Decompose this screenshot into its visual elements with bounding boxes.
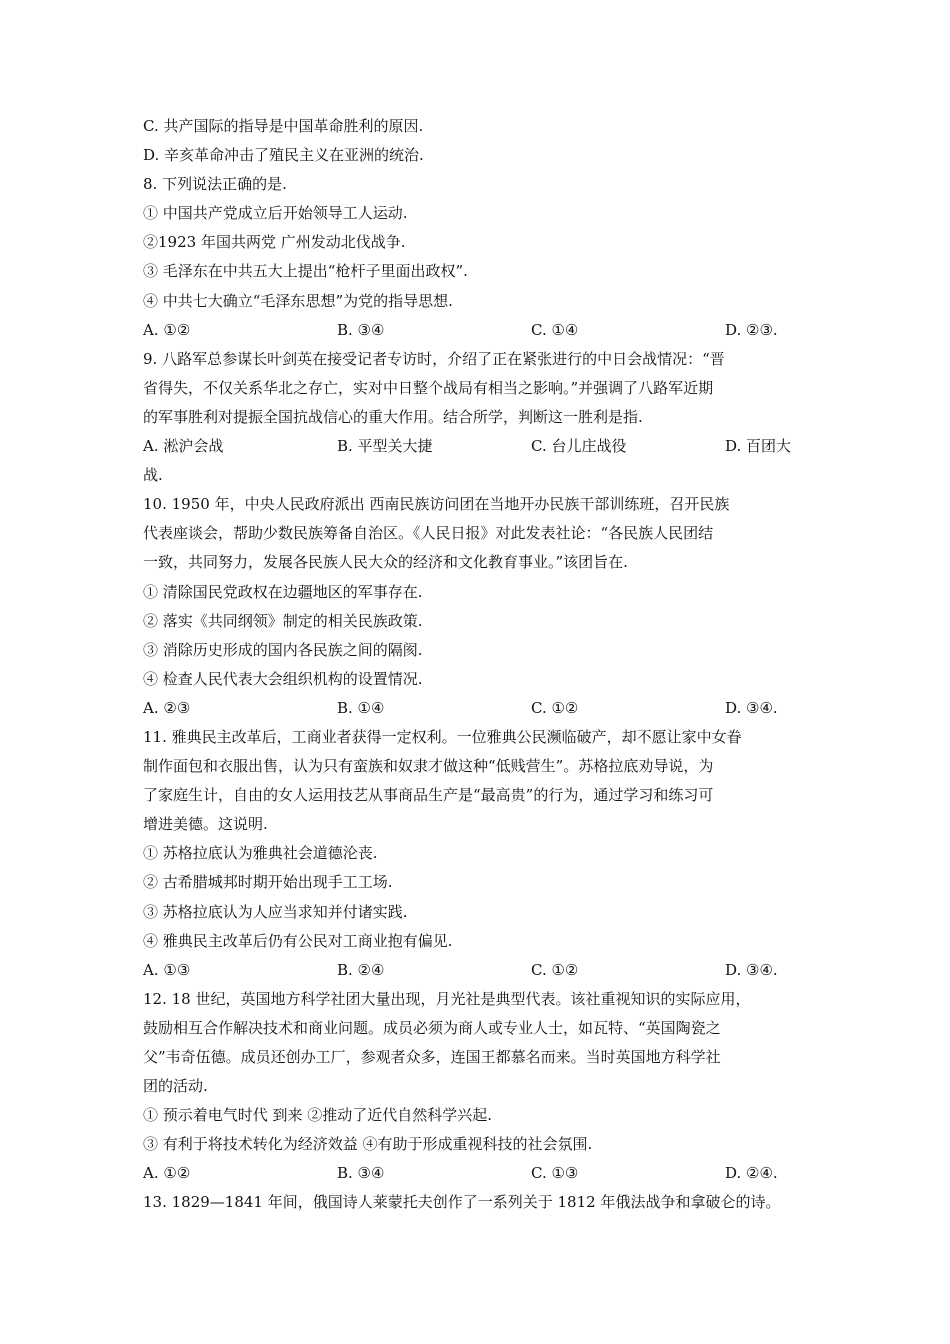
q7-option-d: D. 辛亥革命冲击了殖民主义在亚洲的统治. bbox=[143, 146, 424, 165]
q10-stem-line-3: 一致，共同努力，发展各民族人民大众的经济和文化教育事业。”该团旨在. bbox=[143, 553, 628, 572]
q9-stem-line-3: 的军事胜利对提振全国抗战信心的重大作用。结合所学，判断这一胜利是指. bbox=[143, 407, 643, 426]
q11-option-d: D. ③④. bbox=[725, 960, 778, 979]
q12-stem-line-1: 12. 18 世纪，英国地方科学社团大量出现，月光社是典型代表。该社重视知识的实际应用， bbox=[143, 989, 751, 1008]
q8-option-d: D. ②③. bbox=[725, 320, 778, 339]
q8-option-a: A. ①② bbox=[143, 320, 191, 339]
q12-item-2: ③ 有利于将技术转化为经济效益 ④有助于形成重视科技的社会氛围. bbox=[143, 1135, 593, 1154]
q11-option-b: B. ②④ bbox=[337, 960, 385, 979]
q13-stem-line-1: 13. 1829—1841 年间，俄国诗人莱蒙托夫创作了一系列关于 1812 年俄法战争和拿破仑的诗。 bbox=[143, 1193, 781, 1212]
exam-page bbox=[143, 112, 813, 1218]
q8-item-1: ① 中国共产党成立后开始领导工人运动. bbox=[143, 204, 408, 223]
q10-item-2: ② 落实《共同纲领》制定的相关民族政策. bbox=[143, 611, 423, 630]
q10-option-a: A. ②③ bbox=[143, 698, 191, 717]
q7-option-c: C. 共产国际的指导是中国革命胜利的原因. bbox=[143, 117, 424, 135]
q10-stem-line-1: 10. 1950 年，中央人民政府派出 西南民族访问团在当地开办民族干部训练班，召开民族 bbox=[143, 495, 730, 514]
q8-option-b: B. ③④ bbox=[337, 320, 385, 339]
q11-options bbox=[143, 956, 813, 985]
q12-item-1: ① 预示着电气时代 到来 ②推动了近代自然科学兴起. bbox=[143, 1106, 493, 1125]
q10-option-c: C. ①② bbox=[531, 698, 579, 717]
q10-item-3: ③ 消除历史形成的国内各民族之间的隔阂. bbox=[143, 640, 423, 659]
q9-option-d: D. 百团大 bbox=[725, 437, 792, 456]
q11-item-2: ② 古希腊城邦时期开始出现手工工场. bbox=[143, 873, 393, 892]
q11-item-3: ③ 苏格拉底认为人应当求知并付诸实践. bbox=[143, 902, 408, 921]
q12-option-b: B. ③④ bbox=[337, 1164, 385, 1183]
q12-option-d: D. ②④. bbox=[725, 1164, 778, 1183]
q8-item-3: ③ 毛泽东在中共五大上提出“枪杆子里面出政权”. bbox=[143, 262, 468, 281]
q9-stem-line-1: 9. 八路军总参谋长叶剑英在接受记者专访时，介绍了正在紧张进行的中日会战情况：“晋 bbox=[143, 349, 725, 368]
q11-stem-line-4: 增进美德。这说明. bbox=[143, 815, 268, 834]
q9-options bbox=[143, 432, 813, 461]
q10-option-b: B. ①④ bbox=[337, 698, 385, 717]
q11-item-4: ④ 雅典民主改革后仍有公民对工商业抱有偏见. bbox=[143, 931, 453, 950]
q10-stem-line-2: 代表座谈会，帮助少数民族筹备自治区。《人民日报》对此发表社论：“各民族人民团结 bbox=[143, 524, 714, 543]
q11-stem-line-1: 11. 雅典民主改革后，工商业者获得一定权利。一位雅典公民濒临破产，却不愿让家中女眷 bbox=[143, 727, 742, 746]
q8-option-c: C. ①④ bbox=[531, 320, 579, 339]
q10-option-d: D. ③④. bbox=[725, 698, 778, 717]
q11-option-c: C. ①② bbox=[531, 960, 579, 979]
q8-item-4: ④ 中共七大确立“毛泽东思想”为党的指导思想. bbox=[143, 291, 453, 310]
q10-item-1: ① 清除国民党政权在边疆地区的军事存在. bbox=[143, 582, 423, 601]
q9-option-d-wrap: 战. bbox=[143, 466, 163, 485]
q9-option-b: B. 平型关大捷 bbox=[337, 437, 433, 456]
q10-options bbox=[143, 694, 813, 723]
q12-stem-line-3: 父”韦奇伍德。成员还创办工厂，参观者众多，连国王都慕名而来。当时英国地方科学社 bbox=[143, 1048, 721, 1066]
q8-stem: 8. 下列说法正确的是. bbox=[143, 175, 287, 194]
q8-options bbox=[143, 316, 813, 345]
q9-option-c: C. 台儿庄战役 bbox=[531, 437, 627, 456]
q11-item-1: ① 苏格拉底认为雅典社会道德沦丧. bbox=[143, 844, 378, 863]
q12-options bbox=[143, 1159, 813, 1188]
q9-stem-line-2: 省得失，不仅关系华北之存亡，实对中日整个战局有相当之影响。”并强调了八路军近期 bbox=[143, 378, 714, 397]
q12-option-c: C. ①③ bbox=[531, 1164, 579, 1183]
q11-option-a: A. ①③ bbox=[143, 960, 191, 979]
q12-stem-line-2: 鼓励相互合作解决技术和商业问题。成员必须为商人或专业人士，如瓦特、“英国陶瓷之 bbox=[143, 1018, 721, 1037]
q11-stem-line-3: 了家庭生计，自由的女人运用技艺从事商品生产是“最高贵”的行为，通过学习和练习可 bbox=[143, 786, 714, 805]
q12-stem-line-4: 团的活动. bbox=[143, 1077, 208, 1096]
q10-item-4: ④ 检查人民代表大会组织机构的设置情况. bbox=[143, 669, 423, 688]
q8-item-2: ②1923 年国共两党 广州发动北伐战争. bbox=[143, 233, 406, 252]
q12-option-a: A. ①② bbox=[143, 1164, 191, 1183]
q11-stem-line-2: 制作面包和衣服出售，认为只有蛮族和奴隶才做这种“低贱营生”。苏格拉底劝导说，为 bbox=[143, 757, 714, 776]
q9-option-a: A. 淞沪会战 bbox=[143, 437, 224, 456]
